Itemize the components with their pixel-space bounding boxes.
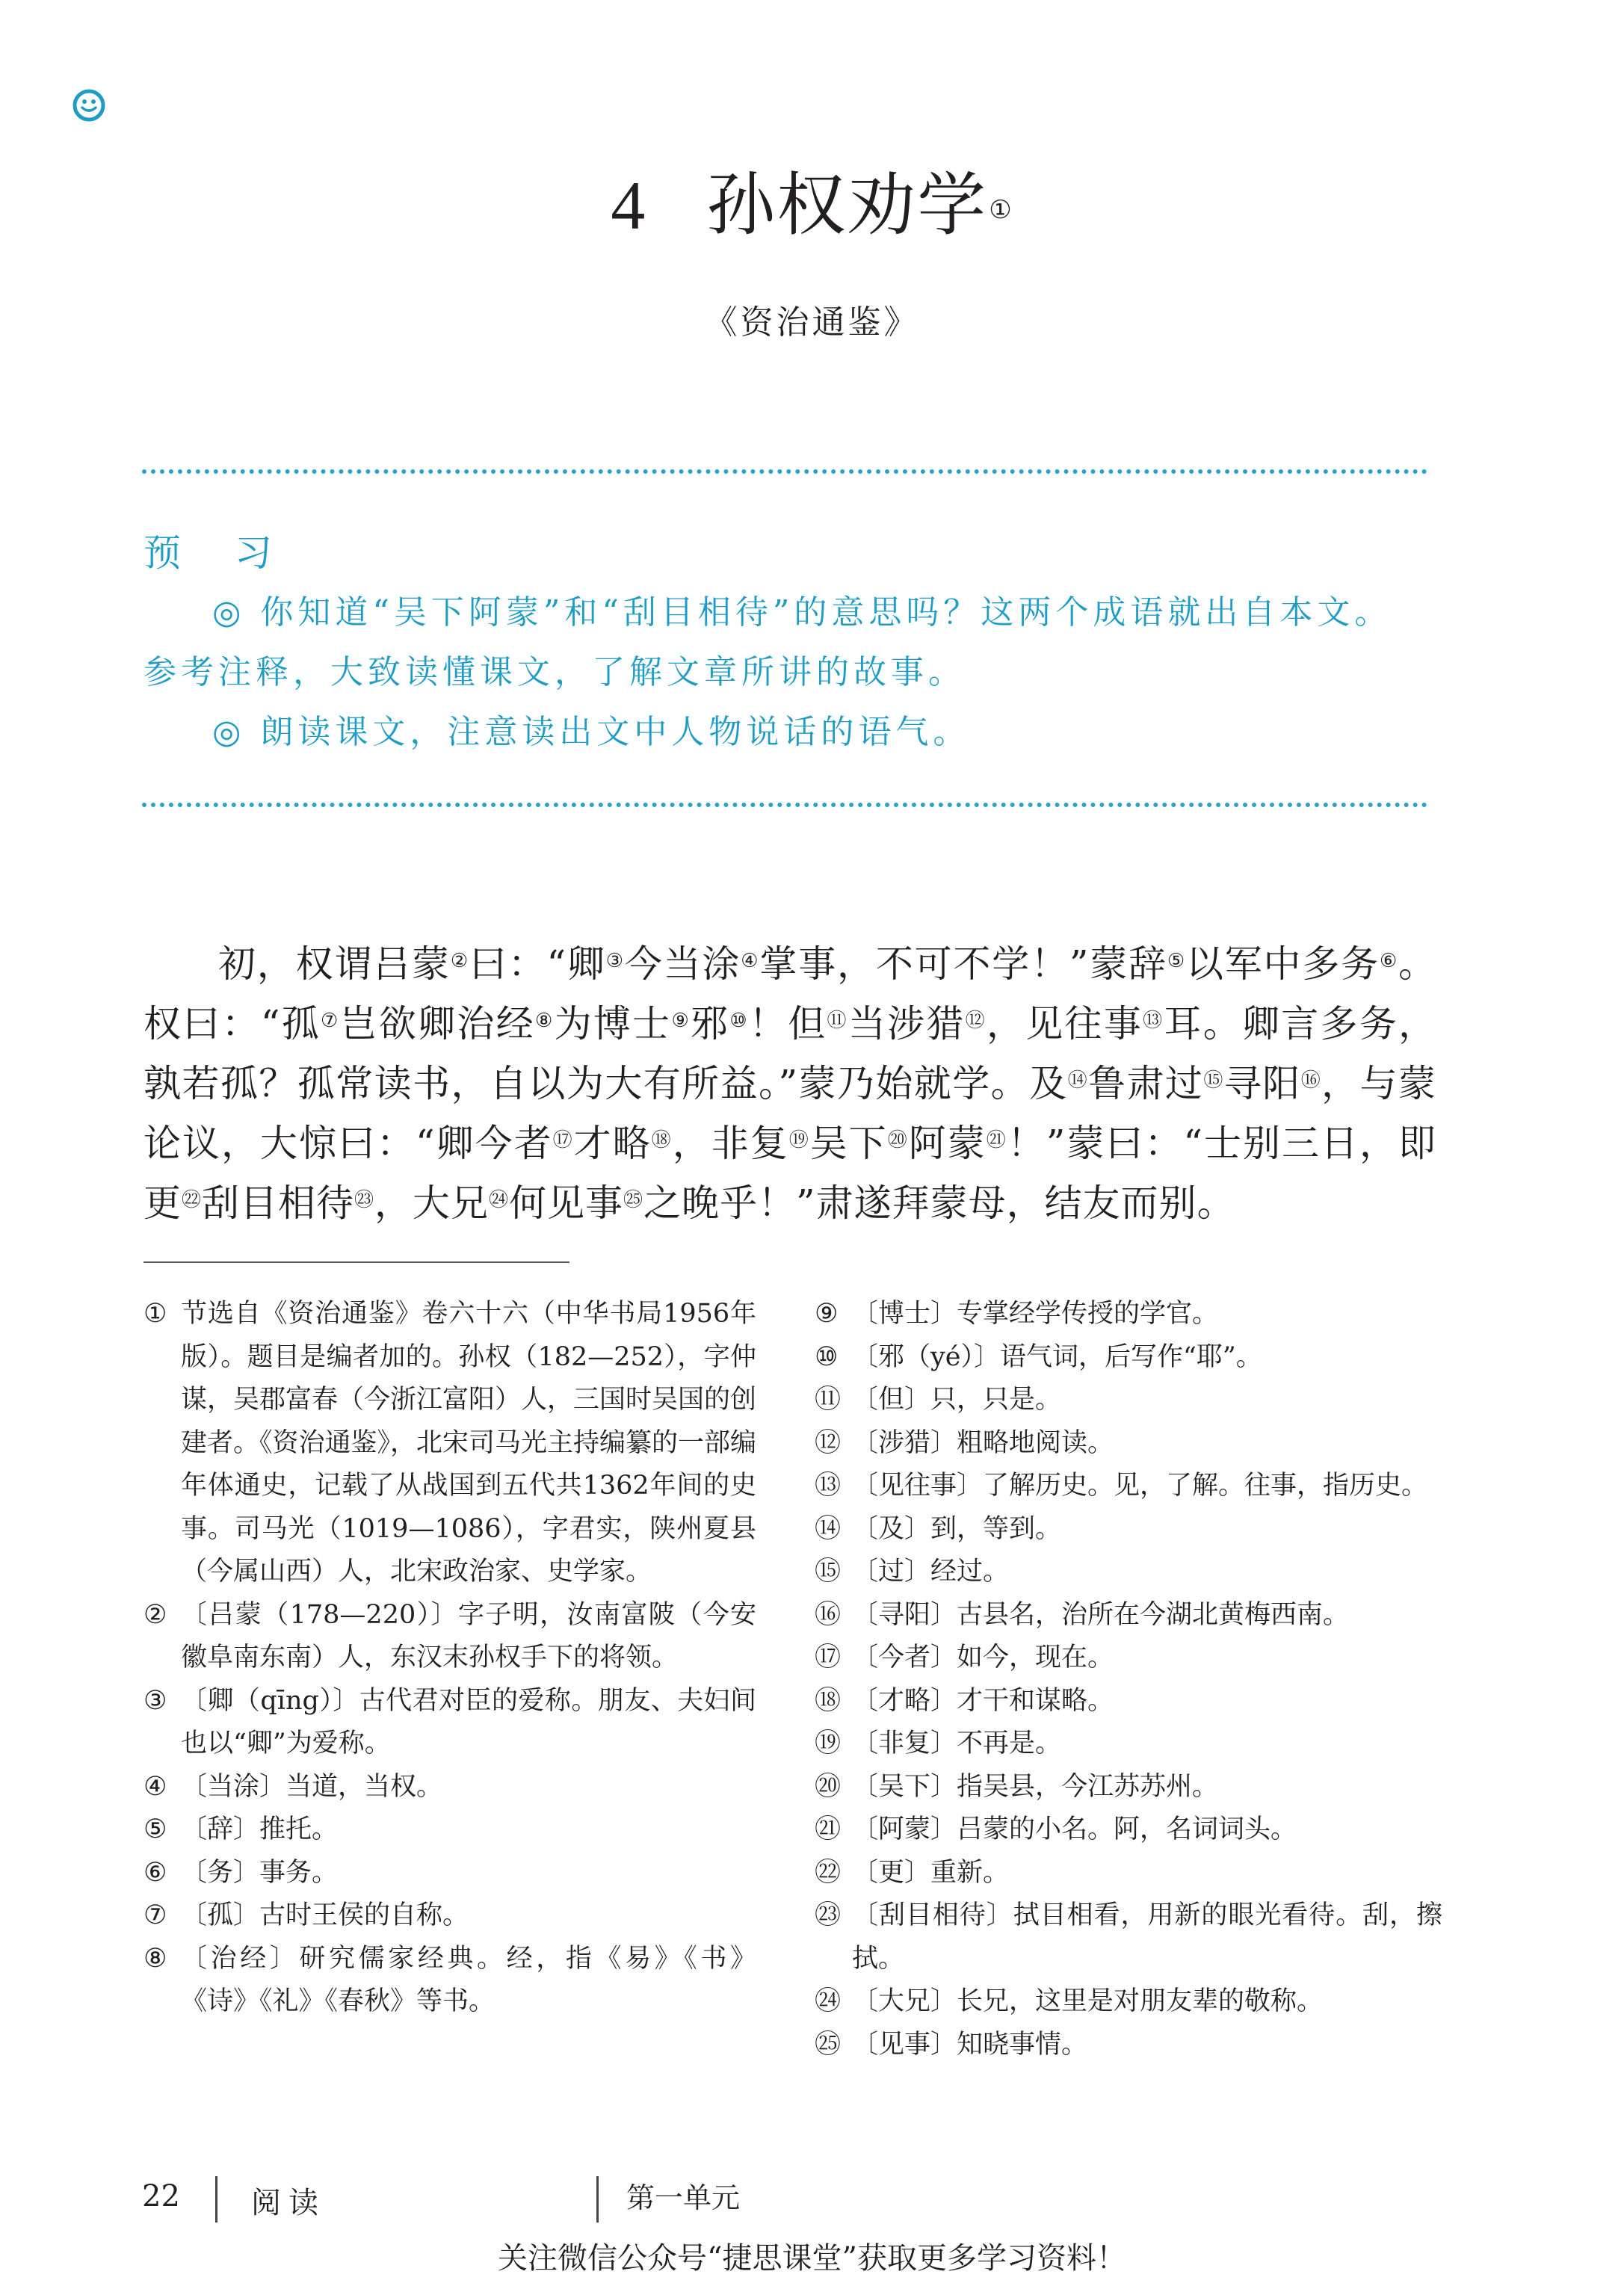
footnote — [815, 1336, 1442, 1380]
note-marker: ③ — [605, 950, 625, 972]
main-text-segment: ！但 — [748, 1002, 827, 1045]
footnote-text: 〔博士〕专掌经学传授的学官。 — [852, 1299, 1219, 1329]
main-text-segment: 才略 — [573, 1122, 652, 1165]
note-marker: ㉑ — [986, 1129, 1007, 1152]
main-text-segment: 耳。卿言多务，孰若孤？孤常读书，自以为大有所益。”蒙乃始就学。及 — [143, 1002, 1437, 1105]
lesson-title — [0, 164, 1624, 247]
footnote-number: ⑲ — [815, 1729, 842, 1758]
main-text-segment: ！”蒙曰：“士别三日，即更 — [143, 1122, 1436, 1225]
footnote-number: ⑩ — [815, 1341, 839, 1372]
footer-section: 阅读 — [251, 2186, 326, 2220]
footnote-text: 〔务〕事务。 — [181, 1857, 339, 1888]
footnote — [815, 1680, 1442, 1723]
note-marker: ⑫ — [965, 1010, 987, 1032]
note-marker: ㉒ — [182, 1189, 203, 1211]
footnote — [815, 1551, 1442, 1594]
footnote-text: 〔吕蒙（178—220）〕字子明，汝南富陂（今安徽阜南东南）人，东汉末孙权手下的将领。 — [181, 1599, 756, 1672]
footnote-text: 〔刮目相待〕拭目相看，用新的眼光看待。刮，擦拭。 — [852, 1900, 1442, 1974]
main-text-segment: 为博士 — [554, 1002, 672, 1045]
footnote — [143, 1766, 756, 1809]
note-marker: ㉔ — [489, 1189, 510, 1211]
footnote-text: 节选自《资治通鉴》卷六十六（中华书局1956年版）。题目是编者加的。孙权（182—252），字仲谋，吴郡富春（今浙江富阳）人，三国时吴国的创建者。《资治通鉴》，北宋司马光主持编纂的一部编年体通史，记载了从战国到五代共1362年间的史事。司马光（1019—1086），字君实，陕州夏县（今属山西）人，北宋政治家、史学家。 — [181, 1299, 757, 1587]
footnote-number: ⑦ — [143, 1900, 167, 1930]
footnote — [815, 1293, 1442, 1336]
main-text-segment: 岂欲卿治经 — [339, 1002, 535, 1045]
main-text-segment: ，与蒙论议，大惊曰：“卿今者 — [143, 1062, 1437, 1165]
footnote — [815, 1723, 1442, 1766]
notes-left-column — [143, 1293, 756, 2024]
footnote — [143, 1852, 756, 1895]
footnote-number: ⑳ — [815, 1771, 842, 1802]
page-number: 22 — [142, 2179, 180, 2214]
footnote-number: ㉑ — [815, 1814, 842, 1844]
footnote-number: ④ — [143, 1771, 167, 1802]
note-marker: ⑲ — [788, 1129, 810, 1152]
footnote-number: ⑨ — [815, 1299, 839, 1329]
footnote — [815, 1508, 1442, 1551]
footnote-number: ⑬ — [815, 1471, 842, 1501]
footnote-text: 〔辞〕推托。 — [181, 1814, 339, 1844]
footnote-text: 〔邪（yé）〕语气词，后写作“耶”。 — [852, 1341, 1262, 1372]
main-text — [143, 934, 1436, 1233]
preview-heading: 预 习 — [143, 531, 293, 575]
main-text-segment: 何见事 — [509, 1182, 624, 1225]
footnote — [815, 1808, 1442, 1852]
footnote-text: 〔才略〕才干和谋略。 — [852, 1685, 1114, 1716]
footnote-number: ② — [143, 1599, 167, 1630]
footnote-text: 〔吴下〕指吴县，今江苏苏州。 — [852, 1771, 1219, 1802]
footer-unit: 第一单元 — [626, 2181, 741, 2214]
footnote-text: 〔治经〕研究儒家经典。经，指《易》《书》《诗》《礼》《春秋》等书。 — [181, 1943, 756, 2016]
footnote-number: ① — [143, 1299, 167, 1329]
footnote-number: ③ — [143, 1685, 167, 1716]
footnote-text: 〔寻阳〕古县名，治所在今湖北黄梅西南。 — [852, 1599, 1350, 1630]
footnote-number: ㉔ — [815, 1986, 842, 2016]
footnote-text: 〔当涂〕当道，当权。 — [181, 1771, 443, 1802]
footnote — [143, 1680, 756, 1766]
note-marker: ⑯ — [1300, 1069, 1322, 1092]
footnote — [143, 1293, 756, 1594]
footnote-text: 〔过〕经过。 — [852, 1557, 1010, 1587]
footnote — [815, 1894, 1442, 1980]
footer-divider-2 — [596, 2176, 599, 2223]
footnote — [815, 1465, 1442, 1508]
footnote — [815, 1980, 1442, 2024]
footnote-number: ⑯ — [815, 1599, 842, 1630]
note-marker: ⑥ — [1379, 950, 1399, 972]
lesson-title-text: 孙权劝学 — [706, 165, 988, 245]
note-marker: ⑭ — [1067, 1069, 1089, 1092]
note-marker: ⑬ — [1143, 1010, 1164, 1032]
note-marker: ⑤ — [1167, 950, 1186, 972]
footnote-number: ㉕ — [815, 2029, 842, 2060]
wechat-notice: 关注微信公众号“捷思课堂”获取更多学习资料！ — [498, 2241, 1126, 2276]
main-text-segment: 鲁肃过 — [1088, 1062, 1204, 1105]
footnote-text: 〔阿蒙〕吕蒙的小名。阿，名词词头。 — [852, 1814, 1297, 1844]
note-marker: ⑪ — [827, 1010, 848, 1032]
main-text-segment: 曰：“卿 — [469, 942, 606, 986]
footnote — [815, 1594, 1442, 1637]
main-text-segment: 之晚乎！”肃遂拜蒙母，结友而别。 — [643, 1182, 1235, 1225]
main-text-segment: 今当涂 — [624, 942, 741, 986]
footnote-number: ⑫ — [815, 1427, 842, 1458]
note-marker: ㉓ — [354, 1189, 375, 1211]
main-text-segment: ，见往事 — [986, 1002, 1143, 1045]
note-marker: ⑦ — [320, 1010, 340, 1032]
footnote — [143, 1894, 756, 1938]
footnote — [815, 1766, 1442, 1809]
lesson-source: 《资治通鉴》 — [704, 303, 920, 342]
notes-rule — [143, 1261, 569, 1263]
note-marker: ④ — [741, 950, 760, 972]
footnote — [815, 1852, 1442, 1895]
main-text-segment: 阿蒙 — [908, 1122, 987, 1165]
footnote-number: ⑱ — [815, 1685, 842, 1716]
footnote — [815, 1422, 1442, 1465]
footnote-text: 〔涉猎〕粗略地阅读。 — [852, 1427, 1114, 1458]
main-text-segment: 掌事，不可不学！”蒙辞 — [759, 942, 1167, 986]
footnote — [815, 2024, 1442, 2067]
footnote-text: 〔见事〕知晓事情。 — [852, 2029, 1088, 2060]
note-marker: ⑰ — [552, 1129, 574, 1152]
main-text-segment: 寻阳 — [1223, 1062, 1301, 1105]
footnote-number: ⑤ — [143, 1814, 167, 1844]
note-marker: ⑧ — [535, 1010, 555, 1032]
main-text-segment: 吴下 — [809, 1122, 888, 1165]
dotted-divider-bottom — [142, 803, 1427, 807]
main-text-segment: 初，权谓吕蒙 — [218, 942, 451, 986]
footnote-text: 〔大兄〕长兄，这里是对朋友辈的敬称。 — [852, 1986, 1324, 2016]
notes-right-column — [815, 1293, 1442, 2066]
main-text-segment: 当涉猎 — [847, 1002, 966, 1045]
note-marker: ⑱ — [651, 1129, 673, 1152]
footer-divider-1 — [215, 2176, 217, 2223]
footnote-number: ㉓ — [815, 1900, 842, 1930]
footnote-text: 〔及〕到，等到。 — [852, 1513, 1062, 1544]
main-text-segment: ，大兄 — [374, 1182, 490, 1225]
footnote-number: ⑮ — [815, 1557, 842, 1587]
footnote-text: 〔非复〕不再是。 — [852, 1729, 1062, 1758]
footnote-text: 〔见往事〕了解历史。见，了解。往事，指历史。 — [852, 1471, 1428, 1501]
note-marker: ⑳ — [887, 1129, 909, 1152]
title-note-marker: ① — [989, 195, 1013, 225]
main-text-segment: 以军中多务 — [1185, 942, 1380, 986]
note-marker: ⑨ — [671, 1010, 691, 1032]
main-text-segment: 。权曰：“孤 — [143, 942, 1437, 1045]
note-marker: ② — [450, 950, 469, 972]
footnote-number: ⑪ — [815, 1385, 842, 1415]
footnote — [143, 1808, 756, 1852]
footnote-text: 〔今者〕如今，现在。 — [852, 1643, 1114, 1672]
footnote-number: ⑥ — [143, 1857, 167, 1888]
footnote-number: ㉒ — [815, 1857, 842, 1888]
footnote-number: ⑧ — [143, 1943, 167, 1974]
main-text-segment: 邪 — [691, 1002, 730, 1045]
preview-item-1: ◎ 你知道“吴下阿蒙”和“刮目相待”的意思吗？这两个成语就出自本文。参考注释，大致读懂课文，了解文章所讲的故事。 — [143, 593, 1392, 691]
footnote-number: ⑭ — [815, 1513, 842, 1544]
note-marker: ⑩ — [729, 1010, 749, 1032]
dotted-divider-top — [142, 469, 1427, 474]
lesson-number: 4 — [611, 167, 647, 244]
footnote-text: 〔孤〕古时王侯的自称。 — [181, 1900, 469, 1930]
footnote — [815, 1637, 1442, 1680]
note-marker: ⑮ — [1203, 1069, 1224, 1092]
footnote — [815, 1379, 1442, 1422]
preview-item-2: ◎ 朗读课文，注意读出文中人物说话的语气。 — [212, 713, 971, 751]
main-text-segment: ，非复 — [672, 1122, 789, 1165]
note-marker: ㉕ — [623, 1189, 644, 1211]
footnote-text: 〔但〕只，只是。 — [852, 1385, 1062, 1415]
footnote — [143, 1594, 756, 1680]
footnote — [143, 1938, 756, 2024]
footnote-text: 〔更〕重新。 — [852, 1857, 1010, 1888]
smiley-icon — [72, 88, 106, 123]
footnote-number: ⑰ — [815, 1643, 842, 1672]
footnote-text: 〔卿（qīng）〕古代君对臣的爱称。朋友、夫妇间也以“卿”为爱称。 — [181, 1685, 756, 1758]
main-text-segment: 刮目相待 — [202, 1182, 355, 1225]
